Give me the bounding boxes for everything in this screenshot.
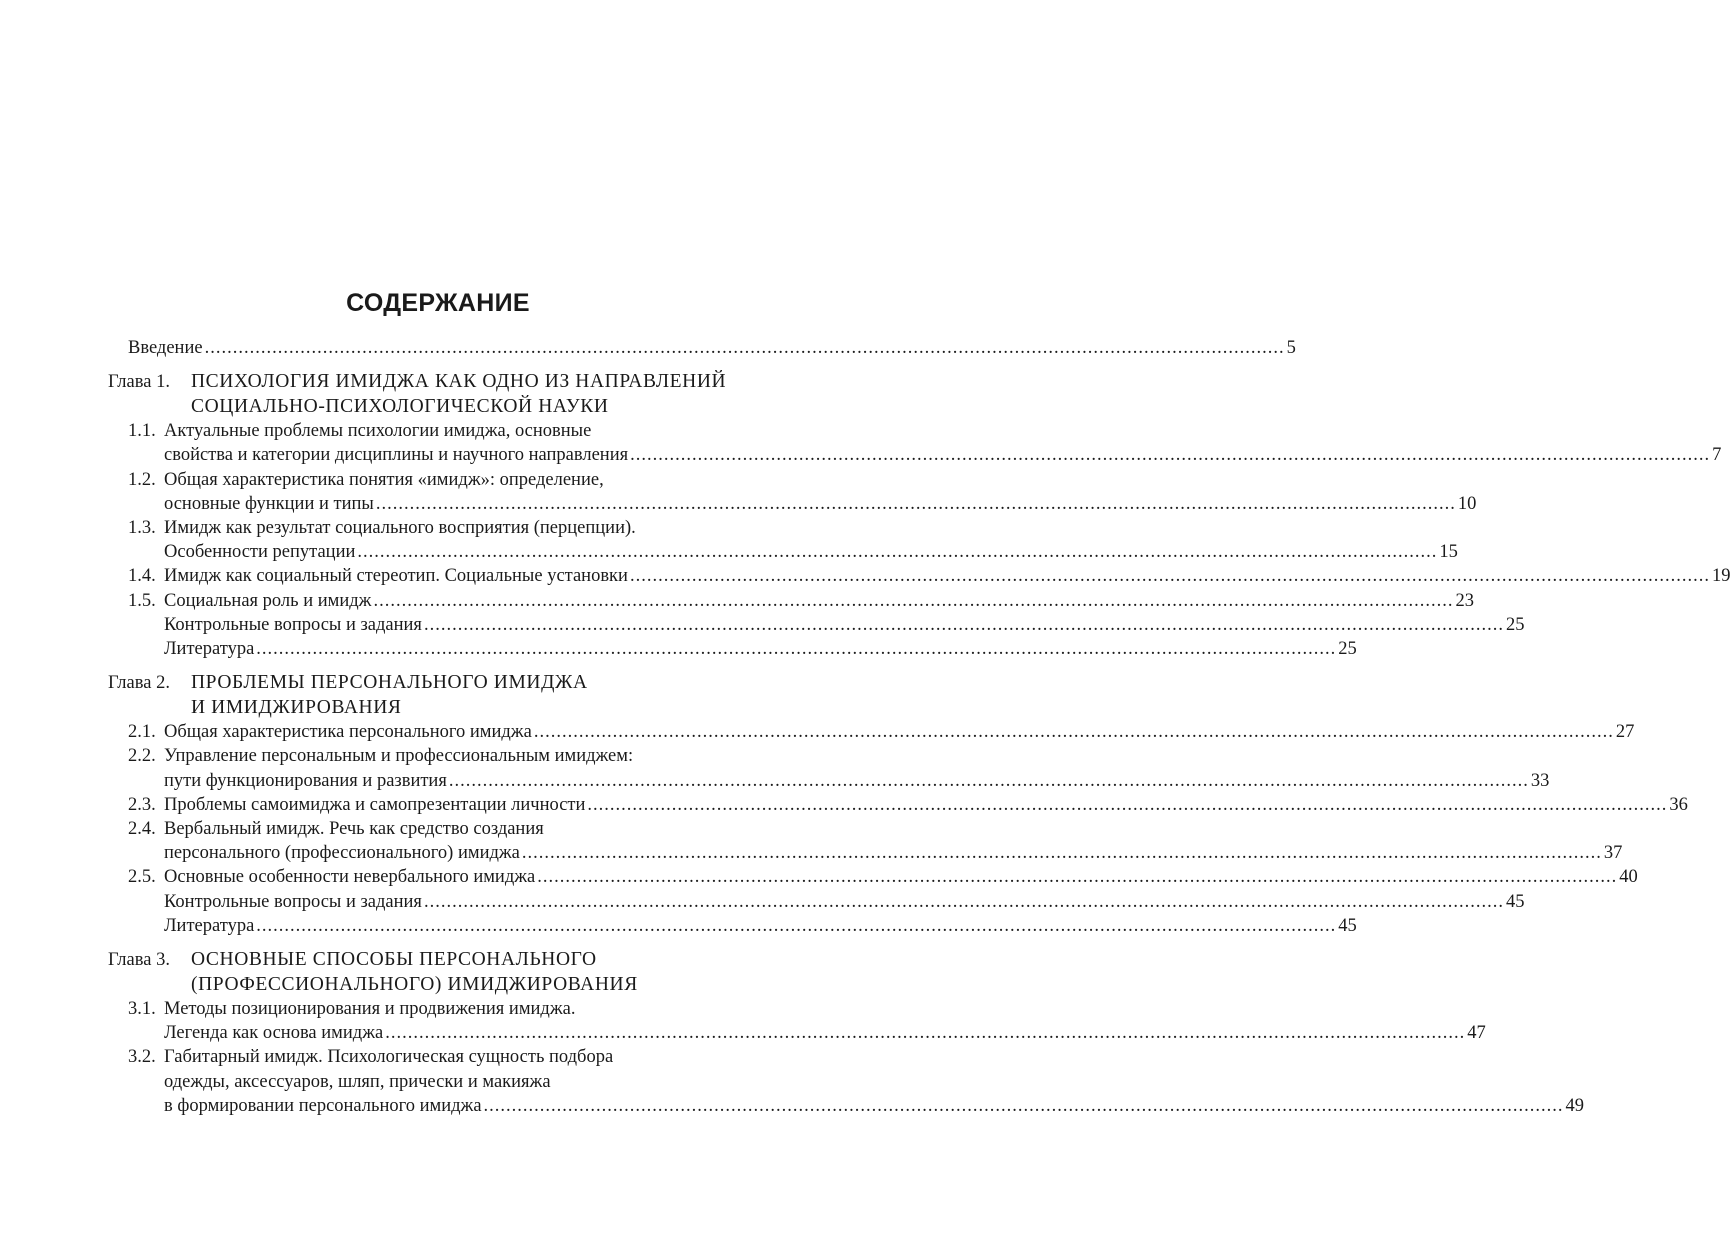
section-title-line: Методы позиционирования и продвижения имиджа. [164, 999, 576, 1020]
chapter-3 [108, 948, 1585, 1118]
section-title [164, 637, 1357, 661]
section-title [164, 914, 1357, 938]
section-number [128, 637, 164, 661]
section-title [164, 516, 1458, 564]
section-title-line: основные функции и типы [164, 493, 374, 514]
section-title [164, 793, 1688, 817]
chapter-heading[interactable] [108, 370, 768, 419]
toc-entry[interactable] [128, 1045, 1585, 1118]
section-number: 1.5. [128, 590, 156, 611]
dot-leader [385, 1021, 1465, 1045]
section-number: 2.3. [128, 794, 156, 815]
section-title-line: Легенда как основа имиджа [164, 1023, 384, 1044]
chapter-number: Глава 2. [108, 673, 170, 694]
toc-page-number: 33 [1530, 770, 1550, 791]
toc-entry[interactable] [128, 890, 1525, 914]
section-title-last-line [164, 540, 1458, 564]
section-title-line: Проблемы самоимиджа и самопрезентации личности [164, 794, 586, 815]
toc-entry-label: Введение [128, 338, 203, 358]
toc-entry[interactable] [128, 997, 1486, 1045]
toc-page-number: 23 [1455, 590, 1474, 611]
section-number: 2.2. [128, 746, 156, 767]
chapter-1 [108, 370, 1730, 661]
chapter-title [191, 671, 768, 720]
dot-leader [373, 589, 1453, 613]
chapter-title-line: И ИМИДЖИРОВАНИЯ [191, 696, 402, 718]
chapter-number: Глава 3. [108, 950, 170, 971]
section-title-line: персонального (профессионального) имиджа [164, 843, 520, 864]
section-title-line: Управление персональным и профессиональным имиджем: [164, 746, 634, 767]
section-title [164, 817, 1622, 865]
section-title [164, 720, 1634, 744]
section-number [128, 890, 164, 914]
section-title-line: Основные особенности невербального имиджа [164, 867, 536, 888]
toc-page-number: 45 [1338, 915, 1357, 936]
section-title [164, 865, 1638, 889]
section-number: 3.1. [128, 999, 156, 1020]
section-number: 1.1. [128, 421, 156, 442]
dot-leader [484, 1094, 1564, 1118]
section-title [164, 419, 1721, 467]
section-title-last-line [164, 914, 1357, 938]
section-title-last-line [164, 793, 1688, 817]
section-title-line: Литература [164, 915, 255, 936]
dot-leader [424, 613, 1504, 637]
toc-page-number: 27 [1615, 722, 1635, 743]
section-number: 2.4. [128, 819, 156, 840]
toc-page-number: 5 [1286, 338, 1296, 358]
section-title-line: Социальная роль и имидж [164, 590, 372, 611]
dot-leader [587, 793, 1667, 817]
toc-entry[interactable] [128, 564, 1730, 588]
toc-page-number: 49 [1565, 1095, 1585, 1116]
section-number: 1.4. [128, 566, 156, 587]
dot-leader [424, 890, 1504, 914]
section-title-last-line [164, 613, 1524, 637]
dot-leader [256, 637, 1336, 661]
dot-leader [630, 564, 1710, 588]
toc-page-number: 45 [1505, 891, 1525, 912]
dot-leader [534, 720, 1614, 744]
section-title-line: Общая характеристика понятия «имидж»: определение, [164, 469, 604, 490]
toc-page-number: 47 [1467, 1023, 1486, 1044]
section-title-last-line [164, 769, 1549, 793]
section-title-line: Контрольные вопросы и задания [164, 891, 422, 912]
section-title-line: Контрольные вопросы и задания [164, 614, 422, 635]
section-title [164, 744, 1549, 792]
dot-leader [449, 769, 1529, 793]
toc-entry[interactable] [128, 516, 1458, 564]
section-title-last-line [164, 865, 1638, 889]
toc-entry[interactable] [128, 914, 1357, 938]
dot-leader [537, 865, 1617, 889]
section-title-line: Имидж как результат социального восприятия (перцепции). [164, 518, 636, 539]
section-title-line: Вербальный имидж. Речь как средство создания [164, 819, 544, 840]
section-number [128, 613, 164, 637]
chapter-title-line: ОСНОВНЫЕ СПОСОБЫ ПЕРСОНАЛЬНОГО [191, 949, 597, 971]
section-title-last-line [164, 589, 1474, 613]
toc-entry[interactable] [128, 744, 1550, 792]
chapter-title-line: СОЦИАЛЬНО-ПСИХОЛОГИЧЕСКОЙ НАУКИ [191, 395, 609, 417]
section-title-last-line [164, 890, 1524, 914]
chapter-title [191, 948, 768, 997]
section-title-line: пути функционирования и развития [164, 770, 447, 791]
toc-page-number: 7 [1712, 445, 1722, 466]
toc-page-number: 36 [1669, 794, 1688, 815]
section-title [164, 468, 1476, 516]
section-number [128, 914, 164, 938]
toc-entry[interactable] [128, 419, 1722, 467]
section-number: 3.2. [128, 1047, 156, 1068]
toc-entry[interactable] [128, 817, 1623, 865]
section-title [164, 613, 1524, 637]
section-number: 2.1. [128, 722, 156, 743]
dot-leader [256, 914, 1336, 938]
chapter-list [108, 370, 1730, 1118]
section-title-line: Габитарный имидж. Психологическая сущность подбора [164, 1047, 614, 1068]
section-title-last-line [164, 1021, 1486, 1045]
chapter-title [191, 370, 768, 419]
dot-leader [357, 540, 1437, 564]
chapter-heading[interactable] [108, 948, 768, 997]
section-title [164, 890, 1524, 914]
chapter-heading[interactable] [108, 671, 768, 720]
toc-entry[interactable] [128, 468, 1477, 516]
section-title [164, 1045, 1584, 1118]
dot-leader [205, 336, 1285, 360]
section-number: 1.2. [128, 469, 156, 490]
section-title-line: Актуальные проблемы психологии имиджа, основные [164, 421, 592, 442]
chapter-2 [108, 671, 1688, 938]
section-title [164, 564, 1730, 588]
toc-entry[interactable] [128, 865, 1638, 889]
section-number: 2.5. [128, 867, 156, 888]
toc-entry[interactable] [128, 793, 1688, 817]
section-title-line: одежды, аксессуаров, шляп, прически и макияжа [164, 1071, 551, 1092]
dot-leader [376, 492, 1456, 516]
toc-page-number: 37 [1603, 843, 1623, 864]
toc-entry[interactable] [128, 589, 1474, 613]
section-title-last-line [164, 1094, 1584, 1118]
section-title-line: Литература [164, 639, 255, 660]
page-title: СОДЕРЖАНИЕ [346, 289, 530, 317]
section-title-line: Общая характеристика персонального имиджа [164, 722, 532, 743]
toc-page-number: 10 [1457, 493, 1477, 514]
toc-entry[interactable] [128, 720, 1635, 744]
table-of-contents [108, 288, 1730, 1124]
section-title-last-line [164, 564, 1730, 588]
section-title-line: в формировании персонального имиджа [164, 1095, 482, 1116]
chapter-title-line: (ПРОФЕССИОНАЛЬНОГО) ИМИДЖИРОВАНИЯ [191, 973, 638, 995]
section-number: 1.3. [128, 518, 156, 539]
dot-leader [630, 443, 1710, 467]
section-title [164, 997, 1486, 1045]
toc-page-number: 15 [1439, 542, 1458, 563]
section-title-line: Особенности репутации [164, 542, 356, 563]
toc-page-number: 25 [1505, 614, 1525, 635]
toc-page-number: 19 [1711, 566, 1730, 587]
section-title-last-line [164, 492, 1476, 516]
chapter-title-line: ПРОБЛЕМЫ ПЕРСОНАЛЬНОГО ИМИДЖА [191, 672, 588, 694]
toc-entry-intro[interactable] [128, 336, 1296, 360]
chapter-title-line: ПСИХОЛОГИЯ ИМИДЖА КАК ОДНО ИЗ НАПРАВЛЕНИЙ [191, 371, 727, 393]
toc-entry[interactable] [128, 637, 1357, 661]
section-title [164, 589, 1474, 613]
section-title-last-line [164, 443, 1721, 467]
section-title-line: Имидж как социальный стереотип. Социальные установки [164, 566, 628, 587]
toc-page-number: 25 [1338, 639, 1357, 660]
section-title-line: свойства и категории дисциплины и научного направления [164, 445, 629, 466]
chapter-number: Глава 1. [108, 372, 170, 393]
section-title-last-line [164, 637, 1357, 661]
toc-entry[interactable] [128, 613, 1525, 637]
toc-page-number: 40 [1619, 867, 1638, 888]
section-title-last-line [164, 841, 1622, 865]
dot-leader [522, 841, 1602, 865]
section-title-last-line [164, 720, 1634, 744]
